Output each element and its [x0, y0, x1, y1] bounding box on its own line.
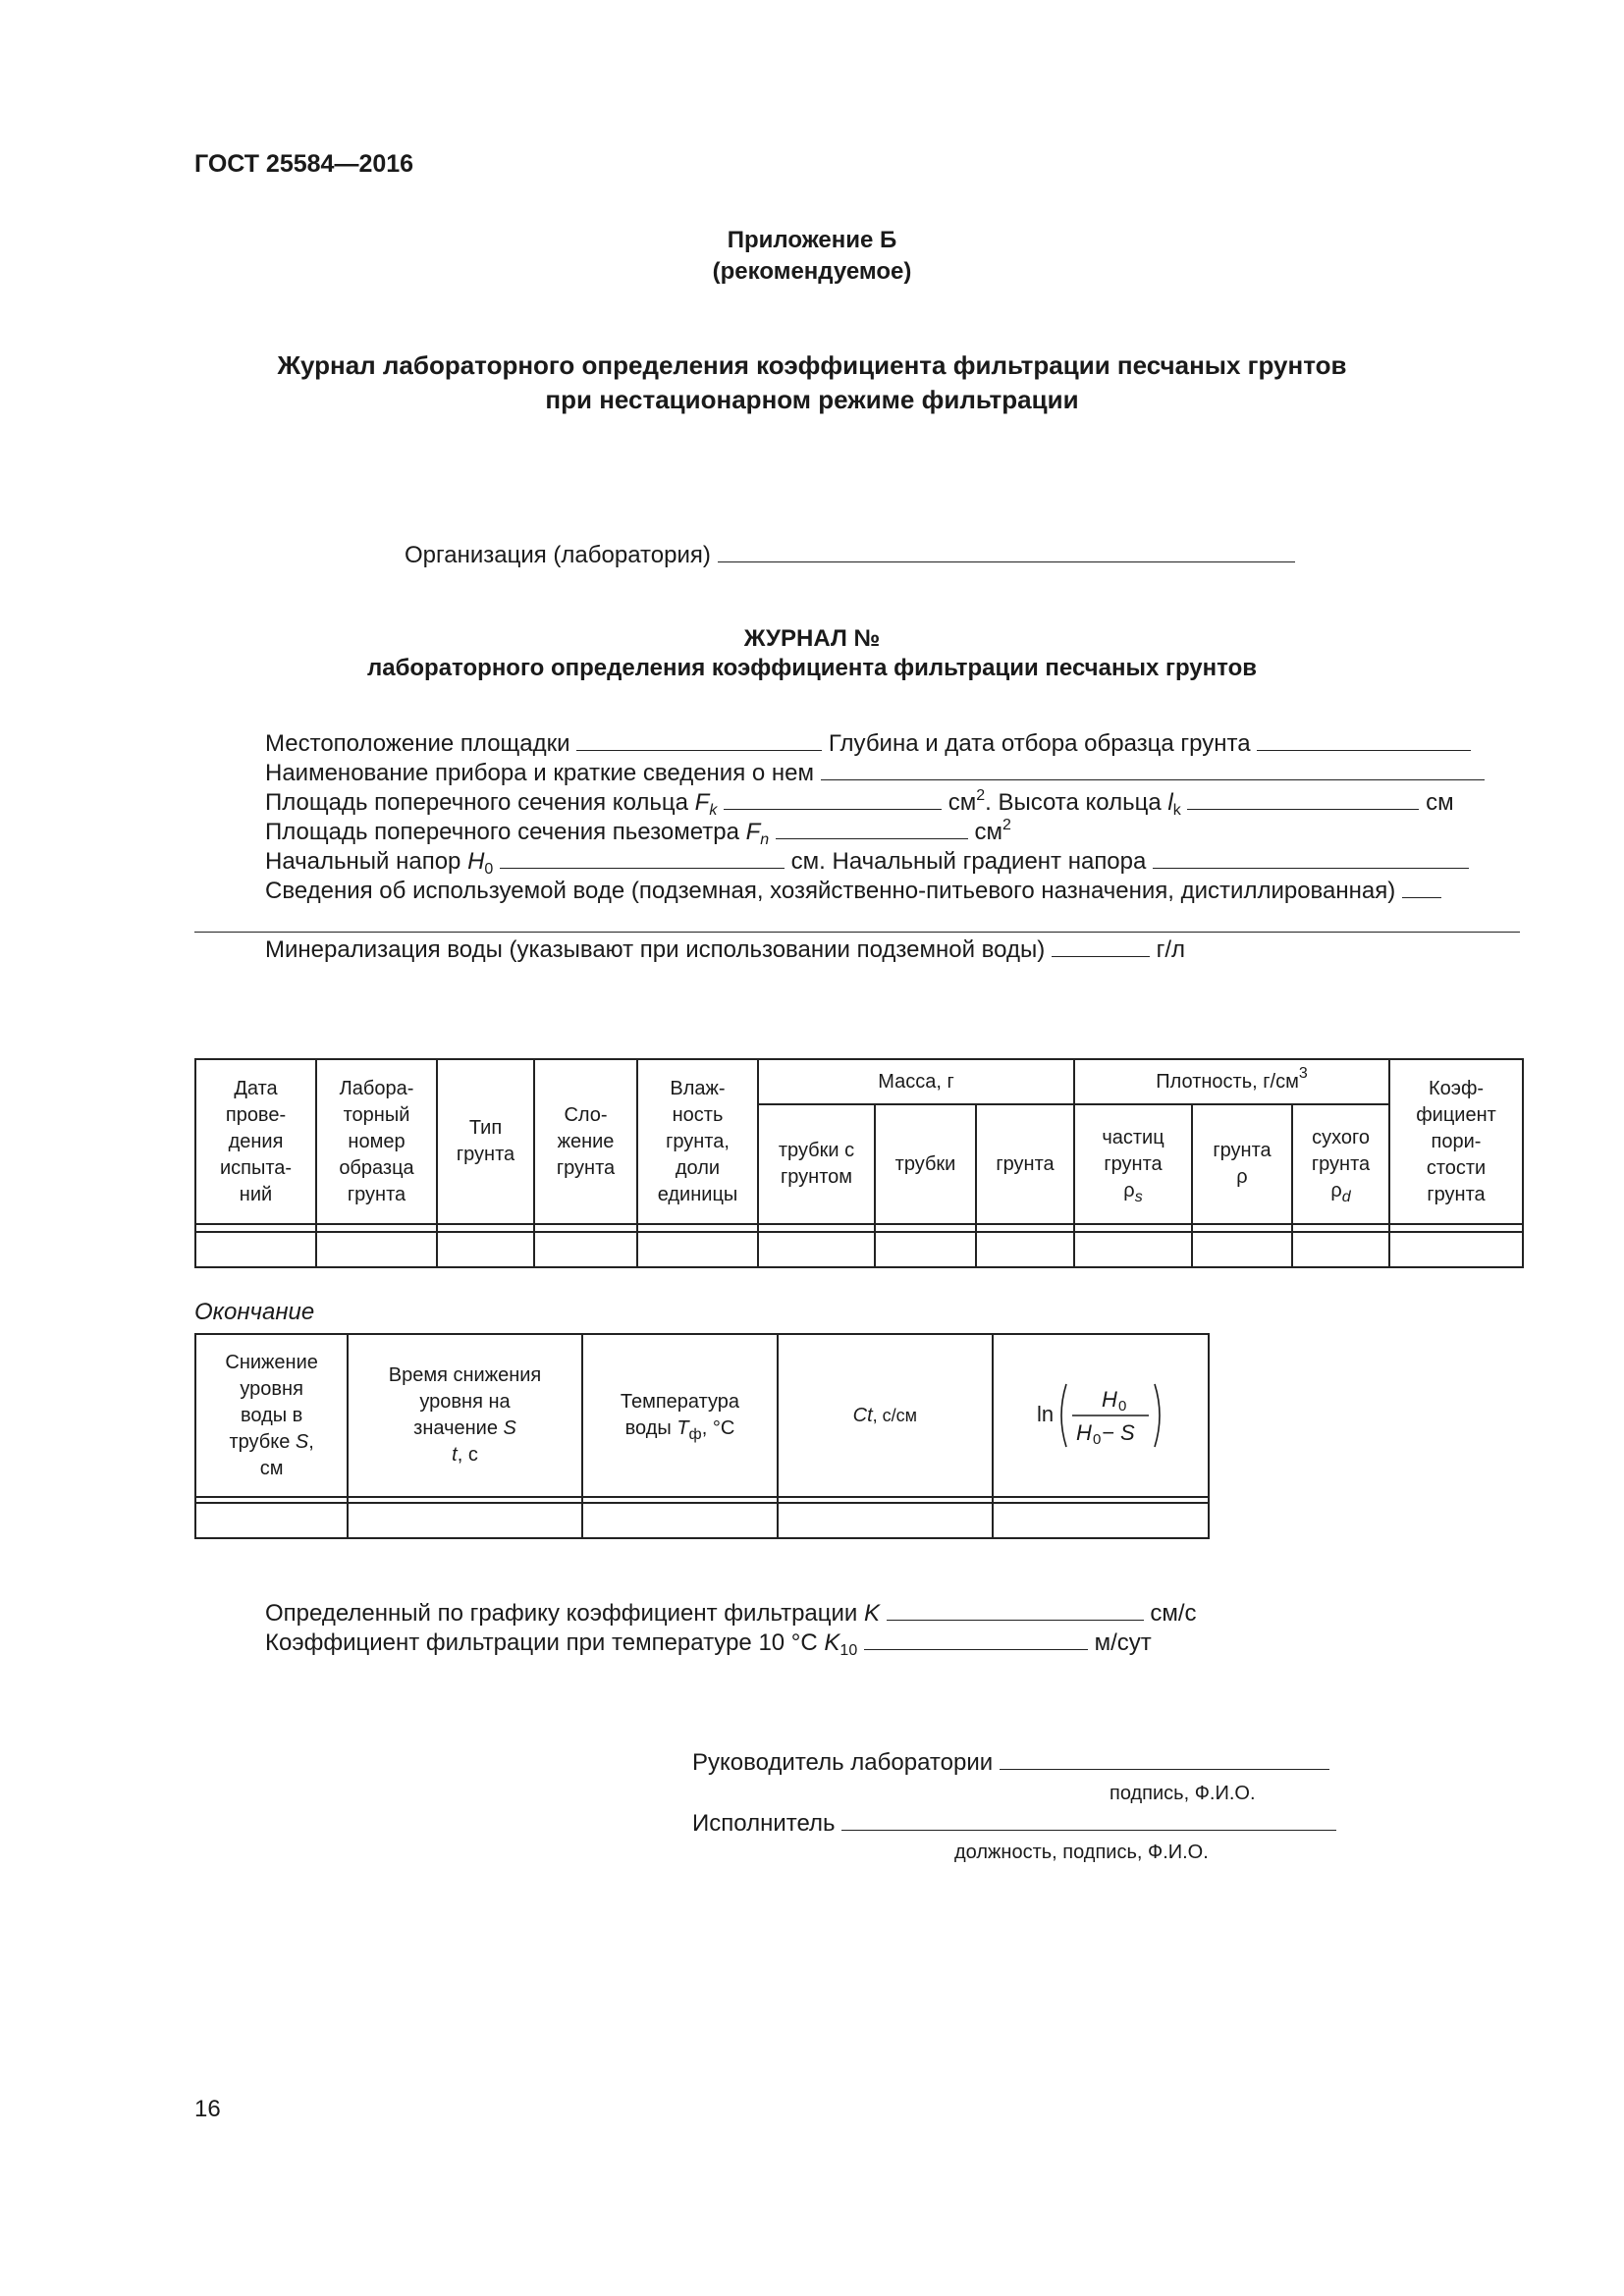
piezo-area-blank[interactable] [776, 817, 968, 839]
result-k-row [265, 1598, 1197, 1629]
water-info-label: Сведения об используемой воде (подземная, хозяйственно-питьевого назначения, дистиллированная) [265, 878, 1396, 904]
ln-text: ln [1036, 1402, 1054, 1426]
organization-line [405, 540, 1295, 570]
ring-height-blank[interactable] [1187, 787, 1419, 810]
k10-symbol: K [824, 1629, 840, 1656]
device-info-label: Наименование прибора и краткие сведения о нем [265, 760, 814, 786]
ring-area-blank[interactable] [724, 787, 942, 810]
denominator-rest: − S [1101, 1420, 1135, 1445]
ring-area-unit: см [947, 789, 977, 816]
col-ct: Ct, с/см [778, 1334, 992, 1497]
organization-label: Организация (лаборатория) [405, 542, 711, 568]
left-paren [1061, 1384, 1066, 1447]
ring-height-sub: k [1172, 802, 1181, 819]
table-divider-row [195, 1224, 1523, 1232]
piezo-area-sub: n [760, 831, 770, 848]
k10-label: Коэффициент фильтрации при температуре 10 °C [265, 1629, 818, 1656]
col-temperature: Температура воды $T_ф$, °C [582, 1334, 778, 1497]
ring-area-unit-sup: 2 [976, 787, 986, 804]
ln-formula [1037, 1376, 1164, 1455]
site-location-blank[interactable] [576, 728, 822, 751]
col-porosity: Коэф- фициент пори- стости грунта [1389, 1059, 1523, 1224]
signature-executor-row [692, 1808, 1336, 1839]
mineralization-unit: г/л [1156, 936, 1186, 963]
col-time: Время снижения уровня на значение S t, с [348, 1334, 581, 1497]
head-symbol: H [467, 848, 485, 875]
table2-header-row [195, 1334, 1209, 1497]
depth-date-label: Глубина и дата отбора образца грунта [828, 730, 1251, 757]
numerator-h: H [1101, 1387, 1117, 1412]
ring-area-sub: k [709, 802, 718, 819]
document-code: ГОСТ 25584—2016 [194, 150, 414, 178]
piezo-area-symbol: F [745, 819, 761, 845]
head-of-lab-signature-blank[interactable] [1000, 1747, 1329, 1770]
col-ln-formula [993, 1334, 1209, 1497]
executor-signature-blank[interactable] [841, 1808, 1336, 1831]
col-group-density: Плотность, $г/см^3$ [1074, 1059, 1389, 1104]
appendix-status: (рекомендуемое) [712, 258, 912, 285]
ring-height-label: Высота кольца [998, 789, 1162, 816]
k-unit: см/с [1150, 1600, 1197, 1627]
head-blank[interactable] [500, 846, 785, 869]
journal-table-end [194, 1333, 1210, 1539]
head-of-lab-caption: подпись, Ф.И.О. [1110, 1783, 1256, 1804]
ring-area-symbol: F [694, 789, 710, 816]
denominator-sub: 0 [1092, 1431, 1102, 1448]
piezo-area-unit: см [974, 819, 1003, 845]
col-group-mass: Масса, г [758, 1059, 1074, 1104]
col-moisture: Влаж- ность грунта, доли единицы [637, 1059, 758, 1224]
col-mass-soil: грунта [976, 1104, 1074, 1224]
ring-height-unit: см [1426, 789, 1454, 816]
gradient-label: Начальный градиент напора [832, 848, 1147, 875]
field-row-mineralization [265, 934, 1185, 965]
col-mass-tube: трубки [875, 1104, 976, 1224]
table-row[interactable] [195, 1232, 1523, 1267]
col-density-dry: сухого грунта $\rho_d$ [1292, 1104, 1389, 1224]
col-density-particles: частиц грунта $\rho_s$ [1074, 1104, 1192, 1224]
device-info-blank[interactable] [821, 758, 1485, 780]
water-info-blank[interactable] [1402, 876, 1441, 898]
col-mass-tube-soil: трубки с грунтом [758, 1104, 875, 1224]
water-info-blank-line-2[interactable] [194, 932, 1520, 933]
field-row-device [265, 758, 1485, 788]
right-paren [1155, 1384, 1160, 1447]
k-blank[interactable] [887, 1598, 1144, 1621]
denominator-h: H [1075, 1420, 1092, 1445]
head-label: Начальный напор [265, 848, 461, 875]
table-header-row-1 [195, 1059, 1523, 1104]
table-continuation-caption: Окончание [194, 1299, 315, 1325]
site-location-label: Местоположение площадки [265, 730, 570, 757]
field-row-head [265, 846, 1469, 877]
depth-date-blank[interactable] [1257, 728, 1471, 751]
col-lab-number: Лабора- торный номер образца грунта [316, 1059, 437, 1224]
k10-unit: м/сут [1094, 1629, 1152, 1656]
field-row-water [265, 876, 1441, 906]
journal-subtitle: лабораторного определения коэффициента фильтрации песчаных грунтов [366, 655, 1258, 681]
page-number: 16 [194, 2096, 221, 2122]
field-row-location [265, 728, 1471, 759]
executor-caption: должность, подпись, Ф.И.О. [954, 1842, 1209, 1863]
numerator-sub: 0 [1117, 1398, 1127, 1415]
col-addition: Сло- жение грунта [534, 1059, 637, 1224]
col-density-soil: грунта ρ [1192, 1104, 1292, 1224]
result-k10-row [265, 1628, 1152, 1658]
field-row-piezo [265, 817, 1011, 847]
mineralization-blank[interactable] [1052, 934, 1150, 957]
journal-table [194, 1058, 1524, 1268]
col-level-drop: Снижение уровня воды в трубке S, см [195, 1334, 348, 1497]
field-row-ring: Площадь поперечного сечения кольца $F_k$ $см^2$. Высота кольца $l_k$ см [265, 787, 1454, 819]
signature-head-row [692, 1747, 1329, 1778]
col-soil-type: Тип грунта [437, 1059, 534, 1224]
heading-line-2: при нестационарном режиме фильтрации [545, 385, 1079, 414]
ring-area-label: Площадь поперечного сечения кольца [265, 789, 688, 816]
table-row[interactable] [195, 1503, 1209, 1538]
k10-sub: 10 [839, 1642, 858, 1659]
ring-height-symbol: l [1167, 789, 1173, 816]
head-sub: 0 [484, 861, 494, 878]
k-label: Определенный по графику коэффициент фильтрации [265, 1600, 858, 1627]
journal-title: ЖУРНАЛ № [743, 625, 881, 652]
organization-blank[interactable] [718, 540, 1295, 562]
head-of-lab-label: Руководитель лаборатории [692, 1749, 994, 1776]
col-date: Дата прове- дения испыта- ний [195, 1059, 316, 1224]
piezo-area-unit-sup: 2 [1002, 817, 1011, 833]
k-symbol: K [864, 1600, 881, 1627]
gradient-blank[interactable] [1153, 846, 1469, 869]
mineralization-label: Минерализация воды (указывают при использовании подземной воды) [265, 936, 1046, 963]
executor-label: Исполнитель [692, 1810, 836, 1837]
head-unit: см. [790, 848, 826, 875]
heading-line-1: Журнал лабораторного определения коэффициента фильтрации песчаных грунтов [277, 350, 1347, 380]
piezo-area-label: Площадь поперечного сечения пьезометра [265, 819, 739, 845]
k10-blank[interactable] [864, 1628, 1088, 1650]
appendix-title: Приложение Б [727, 227, 897, 253]
